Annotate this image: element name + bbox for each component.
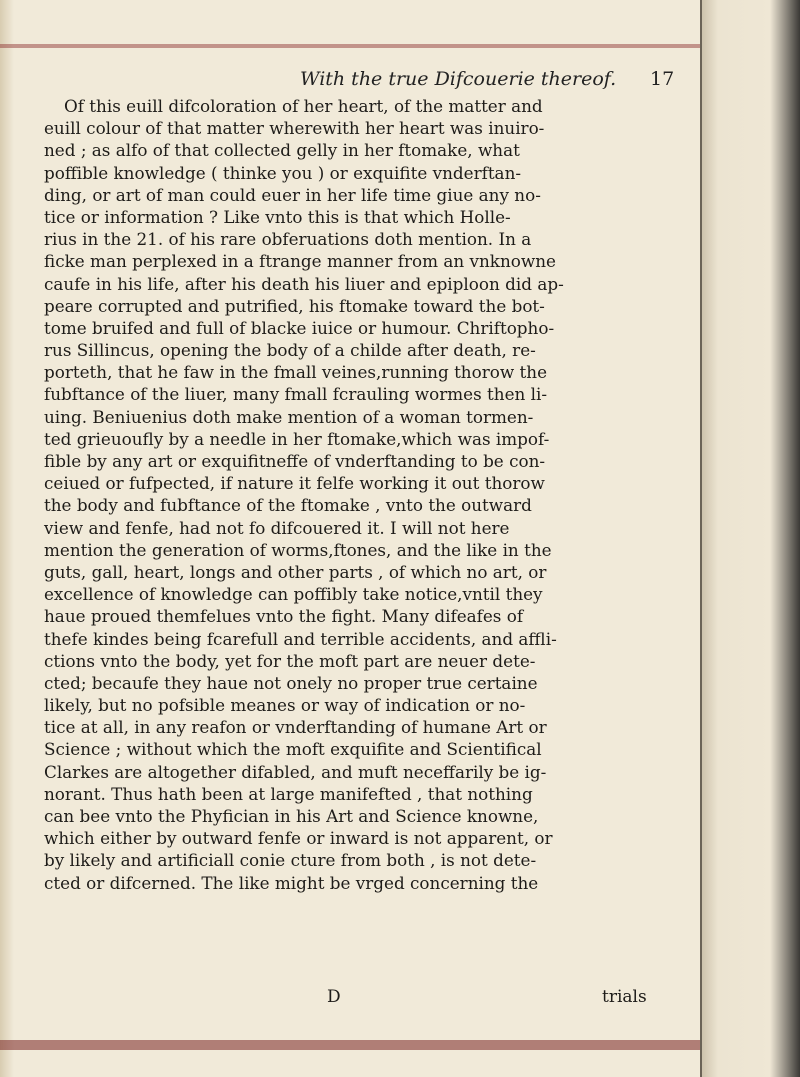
top-border-stain — [0, 44, 700, 48]
margin-shadow — [0, 0, 14, 1077]
page-footer — [0, 987, 700, 1011]
text-line: uing. Beniuenius doth make mention of a woman tormen- — [44, 406, 534, 427]
text-line: ted grieuoufly by a needle in her ftomake,which was impof- — [44, 428, 550, 449]
text-line: haue proued themfelues vnto the fight. Many difeafes of — [44, 606, 524, 627]
text-line: fible by any art or exquifitneffe of vnderftanding to be con- — [44, 451, 546, 471]
text-line: excellence of knowledge can poffibly take notice,vntil they — [44, 584, 543, 605]
text-line: ceiued or fufpected, if nature it felfe working it out thorow — [44, 473, 545, 494]
body-text — [44, 95, 644, 894]
signature-mark: D — [327, 987, 341, 1007]
text-line: tice at all, in any reafon or vnderftanding of humane Art or — [44, 717, 547, 738]
text-line: cted or difcerned. The like might be vrged concerning the — [44, 872, 539, 893]
text-line: ned ; as alfo of that collected gelly in her ftomake, what — [44, 140, 520, 161]
catchword: trials — [602, 987, 647, 1007]
bottom-border-stain — [0, 1040, 700, 1050]
text-line: tice or information ? Like vnto this is that which Holle- — [44, 206, 511, 227]
text-line: thefe kindes being fcarefull and terrible accidents, and affli- — [44, 628, 557, 649]
text-line: the body and fubftance of the ftomake , vnto the outward — [44, 495, 532, 516]
book-gutter — [700, 0, 800, 1077]
text-line: ding, or art of man could euer in her life time giue any no- — [44, 184, 541, 205]
text-line: peare corrupted and putrified, his ftomake toward the bot- — [44, 295, 545, 316]
text-line: rius in the 21. of his rare obferuations doth mention. In a — [44, 229, 532, 250]
text-line: can bee vnto the Phyfician in his Art and Science knowne, — [44, 806, 539, 826]
text-line: euill colour of that matter wherewith her heart was inuiro- — [44, 118, 545, 139]
text-line: by likely and artificiall conie cture from both , is not dete- — [44, 850, 537, 871]
text-line: which either by outward fenfe or inward is not apparent, or — [44, 828, 553, 849]
text-line: ctions vnto the body, yet for the moft part are neuer dete- — [44, 650, 536, 671]
running-title: With the true Difcouerie thereof. — [300, 68, 617, 90]
text-line: tome bruifed and full of blacke iuice or humour. Chriftopho- — [44, 317, 555, 338]
text-line: mention the generation of worms,ftones, and the like in the — [44, 539, 552, 560]
text-line: guts, gall, heart, longs and other parts , of which no art, or — [44, 561, 547, 582]
text-line: likely, but no pofsible meanes or way of indication or no- — [44, 695, 526, 716]
text-line: cted; becaufe they haue not onely no proper true certaine — [44, 672, 538, 693]
gutter-fold-line — [700, 0, 702, 1077]
page-header — [0, 68, 700, 94]
page-number: 17 — [650, 68, 675, 90]
text-line: fubftance of the liuer, many fmall fcrauling wormes then li- — [44, 384, 548, 405]
text-line: caufe in his life, after his death his liuer and epiploon did ap- — [44, 273, 564, 294]
text-line: view and fenfe, had not fo difcouered it. I will not here — [44, 517, 510, 538]
text-line: poffible knowledge ( thinke you ) or exquifite vnderftan- — [44, 162, 522, 183]
text-line: porteth, that he faw in the fmall veines,running thorow the — [44, 362, 548, 383]
text-line: norant. Thus hath been at large manifefted , that nothing — [44, 783, 533, 804]
text-line: Science ; without which the moft exquifite and Scientifical — [44, 739, 542, 760]
text-line: ficke man perplexed in a ftrange manner from an vnknowne — [44, 251, 556, 272]
text-line: rus Sillincus, opening the body of a childe after death, re- — [44, 340, 536, 361]
text-line: Clarkes are altogether difabled, and muft neceffarily be ig- — [44, 761, 547, 782]
text-line: Of this euill difcoloration of her heart, of the matter and — [64, 96, 543, 116]
